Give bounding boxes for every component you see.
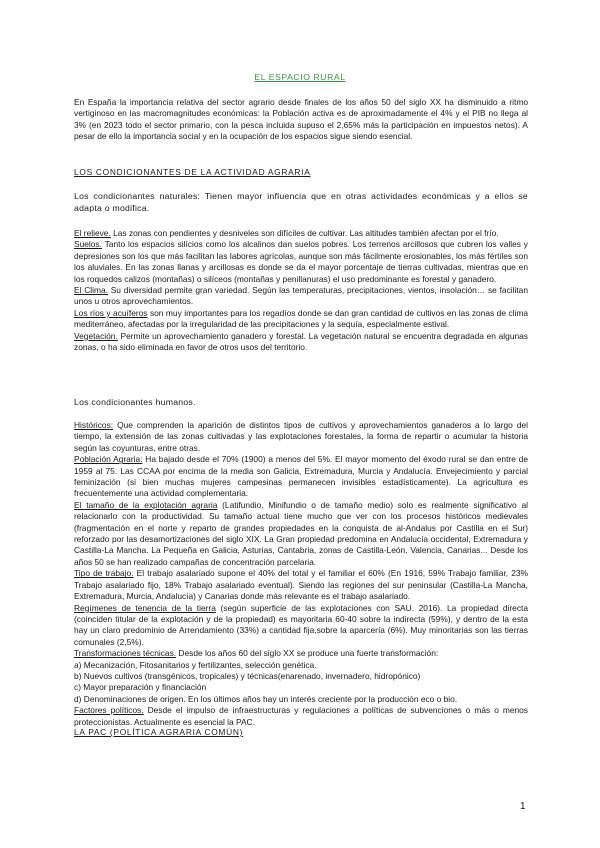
natural-item-label: Suelos. <box>74 239 102 250</box>
transformaciones-item <box>74 648 528 659</box>
human-item-label: El tamaño de la explotación agraria <box>74 499 218 510</box>
natural-item <box>74 331 528 354</box>
politicos-item <box>74 705 528 728</box>
human-item <box>74 568 528 602</box>
natural-item-label: Vegetación. <box>74 330 118 341</box>
humanos-intro <box>74 396 528 408</box>
natural-item <box>74 239 528 285</box>
politicos-text: Desde el impulso de infraestructuras y regulaciones a políticas de subvenciones o más o menos proteccionistas. Actualmente es esencial la PAC. <box>74 705 528 727</box>
human-item-text: (según superficie de las explotaciones con SAU. 2016). La propiedad directa (coinciden titular de la explotación y de la propiedad) es mayoritaria 60-40 sobre la indirecta (59%), y dentro de la esta hay un claro predominio de Arrendamiento (33%) a cantidad fija,sobre la aparcería (6%). Muy minoritarias son las tierras comunales (2,5%). <box>74 602 528 647</box>
natural-item-label: El Clima. <box>74 285 108 296</box>
human-items-list <box>74 420 528 728</box>
naturales-intro <box>74 190 528 214</box>
natural-item-label: El relieve. <box>74 228 111 238</box>
human-item-label: Regímenes de tenencia de la tierra <box>74 602 216 613</box>
intro-text: En España la importancia relativa del sector agrario desde finales de los años 50 del siglo XX ha disminuido a ritmo vertiginoso en las macromagnitudes económicas: la Población activa es de aproximadamente el 4% y el PIB no llega al 3% (en 2023 todo el sector primario, con la pesca incluida supuso el 2,65% más la participación en impuestos netos). A pesar de ello la importancia social y en la ocupación de los espacios sigue siendo esencial. <box>74 97 528 142</box>
human-item-text: Ha bajado desde el 70% (1900) a menos del 5%. El mayor momento del éxodo rural se dan entre de 1959 al 75. Las CCAA por encima de la media son Galicia, Extremadura, Murcia y Andalucía. Envejecimiento y parcial feminización (si bien muchas mujeres campesinas permanecen invisibles estadísticamente). La agricultura es frecuentemente una actividad complementaria. <box>74 454 528 499</box>
natural-item <box>74 228 528 239</box>
human-item <box>74 603 528 649</box>
human-item-text: Que comprenden la aparición de distintos tipos de cultivos y aprovechamientos ganaderos a lo largo del tiempo, la extensión de las zonas cultivadas y las explotaciones forestales, la forma de repartir o acumular la historia según las coyunturas, entre otras. <box>74 420 528 453</box>
transformaciones-subitem: a) Mecanización, Fitosanitarios y fertilizantes, selección genética. <box>74 659 317 670</box>
natural-item <box>74 285 528 308</box>
page-number: 1 <box>520 801 526 812</box>
natural-item <box>74 308 528 331</box>
natural-item-text: Su diversidad permite gran variedad. Según las temperaturas, precipitaciones, vientos, insolación… se facilitan unos u otros aprovechamientos. <box>74 285 528 307</box>
human-item-label: Históricos: <box>74 420 114 430</box>
human-item-text: (Latifundio, Minifundio o de tamaño medio) solo es realmente significativo al relacionarlo con la productividad. Su tamaño actual tiene mucho que ver con los procesos históricos medievales (fragmentación en el norte y reparto de grandes propiedades en la conquista de al-Andalus por Castilla en el Sur) reforzado por las desamortizaciones del siglo XIX. La Gran propiedad predomina en Andalucía occidental, Extremadura y Castilla-La Mancha. La Pequeña en Galicia, Asturias, Cantabria, zonas de Castilla-León, Valencia, Canarias... Desde los años 50 se han realizado campañas de concentración parcelaria. <box>74 499 528 567</box>
transformaciones-subitem: d) Denominaciones de origen. En los últimos años hay un interés creciente por la producción eco o bio. <box>74 693 458 704</box>
politicos-label: Factores políticos. <box>74 705 144 716</box>
transformaciones-label: Transformaciones técnicas. <box>74 648 177 659</box>
human-item-text: El trabajo asalariado supone el 40% del total y el familiar el 60% (En 1916, 59% Trabajo familiar, 23% Trabajo asalariado fijo, 18% Trabajo asalariado eventual). Siendo las regiones del sur peninsular (Castilla-La Mancha, Extremadura, Murcia, Andalucía) y Canarias donde más relevante es el trabajo asalariado. <box>74 568 529 602</box>
section-heading-pac <box>74 727 528 738</box>
human-item <box>74 420 528 454</box>
human-item-label: Población Agraria: <box>74 454 143 465</box>
humanos-intro-text: Los condicionantes humanos. <box>74 397 196 407</box>
section-title: LA PAC (POLÍTICA AGRARIA COMÚN) <box>74 727 244 737</box>
document-title: EL ESPACIO RURAL <box>254 72 346 82</box>
natural-item-label: Los ríos y acuíferos <box>74 307 148 318</box>
transformaciones-subitem: b) Nuevos cultivos (transgénicos, tropicales) y técnicas(enarenado, invernadero, hidropónico) <box>74 670 421 681</box>
natural-items-list <box>74 228 528 353</box>
transformaciones-text: Desde los años 60 del siglo XX se produce una fuerte transformación: <box>176 648 439 659</box>
intro-paragraph <box>74 97 528 143</box>
section-heading-condicionantes <box>74 167 528 178</box>
section-title: LOS CONDICIONANTES DE LA ACTIVIDAD AGRARIA <box>74 167 311 177</box>
natural-item-text: Las zonas con pendientes y desniveles son difíciles de cultivar. Las altitudes también afectan por el frío. <box>110 228 499 238</box>
human-item <box>74 454 528 500</box>
natural-item-text: Permite un aprovechamiento ganadero y forestal. La vegetación natural se encuentra degradada en algunas zonas, o ha sido eliminada en favor de otros usos del territorio. <box>74 330 528 353</box>
natural-item-text: son muy importantes para los regadíos donde se dan gran cantidad de cultivos en las zonas de clima mediterráneo, afectadas por la irregularidad de las precipitaciones y la sequía, especialmente estival. <box>74 307 528 330</box>
human-item <box>74 500 528 568</box>
transformaciones-subitem: c) Mayor preparación y financiación <box>74 682 207 693</box>
naturales-intro-text: Los condicionantes naturales: Tienen mayor influencia que en otras actividades económicas y a ellos se adapta o modifica. <box>74 191 528 213</box>
human-item-label: Tipo de trabajo. <box>74 568 134 579</box>
natural-item-text: Tanto los espacios silícios como los alcalinos dan suelos pobres. Los terrenos arcillosos que cubren los valles y depresiones son los que más facilitan las labores agrícolas, aunque son más fácilmente erosionables, los más fértiles son los aluviales. En las zonas llanas y arcillosas es donde se da el mayor porcentaje de tierras cultivadas, mientras que en los roquedos calizos (montañas) o silíceos (montañas y penillanuras) el uso predominante es forestal y ganadero. <box>74 239 528 284</box>
